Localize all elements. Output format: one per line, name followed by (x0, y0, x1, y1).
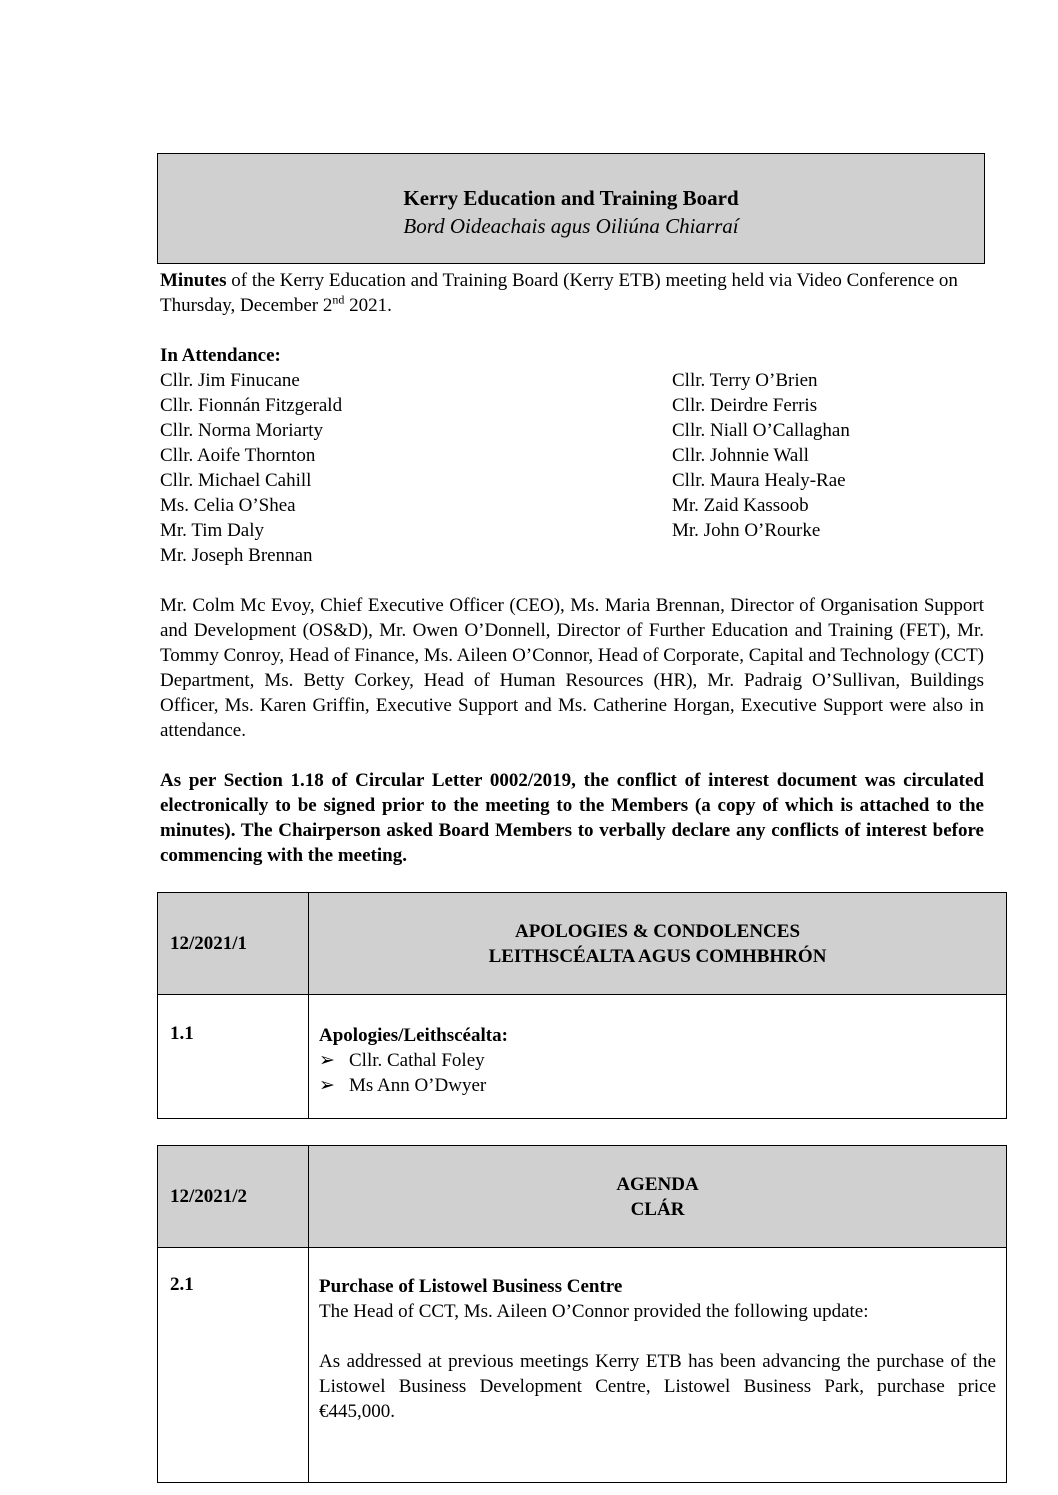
list-item (319, 1048, 996, 1073)
intro-text: of the Kerry Education and Training Board (Kerry ETB) meeting held via Video Conference on Thursday, December 2 (160, 270, 958, 316)
attendee: Ms. Celia O’Shea (160, 495, 296, 516)
item-header-row (158, 1146, 1007, 1248)
attendee: Cllr. Aoife Thornton (160, 445, 316, 466)
sub-item-number: 2.1 (158, 1248, 309, 1483)
item-title-ga: CLÁR (630, 1198, 685, 1220)
agenda-item-table-2 (157, 1145, 1007, 1483)
list-item (319, 1073, 996, 1098)
attendee: Cllr. Jim Finucane (160, 370, 300, 391)
intro-lead: Minutes (160, 270, 227, 291)
attendee: Mr. Zaid Kassoob (672, 495, 809, 516)
apology-name: Cllr. Cathal Foley (349, 1050, 485, 1071)
item-heading (309, 1146, 1007, 1248)
officers-paragraph: Mr. Colm Mc Evoy, Chief Executive Officer (CEO), Ms. Maria Brennan, Director of Organisation Support and Development (OS&D), Mr. Owen O’Donnell, Director of Further Education and Training (FET), Mr. Tommy Conroy, Head of Finance, Ms. Aileen O’Connor, Head of Corporate, Capital and Technology (CCT) Department, Ms. Betty Corkey, Head of Human Resources (HR), Mr. Padraig O’Sullivan, Buildings Officer, Ms. Karen Griffin, Executive Support and Ms. Catherine Horgan, Executive Support were also in attendance. (160, 595, 984, 741)
item-body-row (158, 995, 1007, 1119)
sub-item-content (309, 1248, 1007, 1483)
item-number: 12/2021/2 (158, 1146, 309, 1248)
attendee: Cllr. Maura Healy-Rae (672, 470, 846, 491)
attendee: Cllr. Michael Cahill (160, 470, 312, 491)
title-box (157, 153, 985, 264)
conflict-of-interest-paragraph: As per Section 1.18 of Circular Letter 0002/2019, the conflict of interest document was circulated electronically to be signed prior to the meeting to the Members (a copy of which is attached to the minutes). The Chairperson asked Board Members to verbally declare any conflicts of interest before commencing with the meeting. (160, 770, 984, 866)
attendance-heading: In Attendance: (160, 345, 281, 366)
intro-superscript: nd (332, 292, 345, 307)
item-title-en: AGENDA (616, 1173, 699, 1195)
attendee: Mr. John O’Rourke (672, 520, 821, 541)
sub-item-line: The Head of CCT, Ms. Aileen O’Connor provided the following update: (319, 1301, 869, 1322)
attendee: Cllr. Johnnie Wall (672, 445, 809, 466)
attendee: Cllr. Deirdre Ferris (672, 395, 818, 416)
apology-name: Ms Ann O’Dwyer (349, 1075, 487, 1096)
sub-item-title: Apologies/Leithscéalta: (319, 1025, 508, 1046)
intro-year: 2021. (344, 295, 392, 316)
attendance-left-list (160, 368, 342, 568)
sub-item-content (309, 995, 1007, 1119)
item-heading (309, 893, 1007, 995)
item-number: 12/2021/1 (158, 893, 309, 995)
attendee: Mr. Joseph Brennan (160, 545, 313, 566)
arrow-bullet-icon: ➢ (319, 1050, 335, 1071)
arrow-bullet-icon: ➢ (319, 1075, 335, 1096)
attendee: Cllr. Terry O’Brien (672, 370, 818, 391)
intro-paragraph (160, 268, 984, 318)
item-header-row (158, 893, 1007, 995)
document-subtitle: Bord Oideachais agus Oiliúna Chiarraí (403, 214, 739, 238)
item-body-row (158, 1248, 1007, 1483)
item-title-en: APOLOGIES & CONDOLENCES (514, 920, 801, 942)
attendee: Mr. Tim Daly (160, 520, 265, 541)
apologies-list (319, 1048, 996, 1098)
item-title-ga: LEITHSCÉALTA AGUS COMHBHRÓN (488, 945, 827, 967)
document-title: Kerry Education and Training Board (403, 186, 739, 210)
sub-item-paragraph: As addressed at previous meetings Kerry ETB has been advancing the purchase of the Listowel Business Development Centre, Listowel Business Park, purchase price €445,000. (319, 1351, 996, 1422)
attendee: Cllr. Niall O’Callaghan (672, 420, 850, 441)
attendee: Cllr. Fionnán Fitzgerald (160, 395, 343, 416)
agenda-item-table-1 (157, 892, 1007, 1119)
sub-item-number: 1.1 (158, 995, 309, 1119)
attendee: Cllr. Norma Moriarty (160, 420, 324, 441)
attendance-right-list (672, 368, 850, 543)
sub-item-title: Purchase of Listowel Business Centre (319, 1276, 623, 1297)
